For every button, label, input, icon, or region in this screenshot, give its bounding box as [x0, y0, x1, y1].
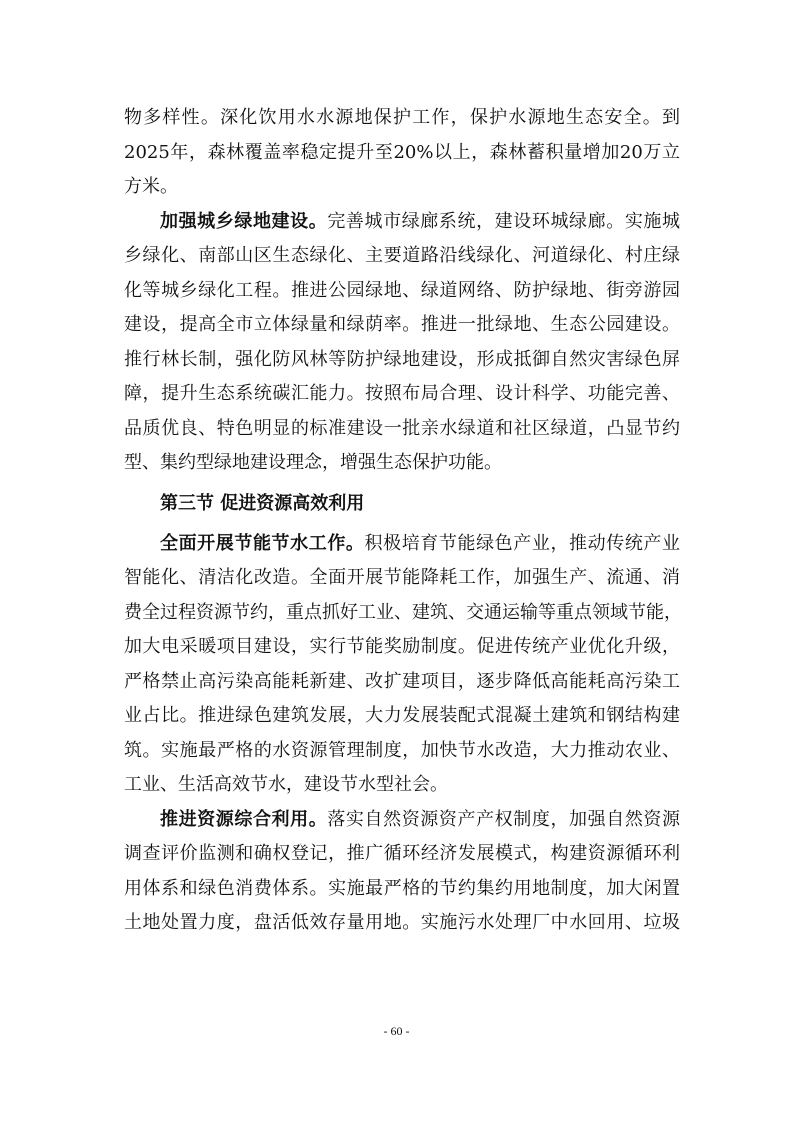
text-span: 积极培育节能绿色产业，推动传统产业 [364, 532, 681, 554]
text-line: 费全过程资源节约，重点抓好工业、建筑、交通运输等重点领域节能， [124, 601, 682, 623]
text-line: 严格禁止高污染高能耗新建、改扩建项目，逐步降低高能耗高污染工 [124, 670, 680, 692]
text-line: 业占比。推进绿色建筑发展，大力发展装配式混凝土建筑和钢结构建 [124, 705, 680, 726]
text-line [124, 205, 680, 240]
text-line: 工业、生活高效节水，建设节水型社会。 [124, 774, 448, 795]
paragraph-resource-use [124, 803, 680, 941]
text-line: 方米。 [124, 176, 178, 197]
paragraph-urban-green [124, 205, 680, 481]
text-line: 化等城乡绿化工程。推进公园绿地、绿道网络、防护绿地、街旁游园 [124, 279, 680, 301]
paragraph-energy-water [124, 527, 680, 803]
text-line: 建设，提高全市立体绿量和绿荫率。推进一批绿地、生态公园建设。 [124, 314, 680, 335]
page-number: - 60 - [383, 1024, 410, 1038]
text-line: 乡绿化、南部山区生态绿化、主要道路沿线绿化、河道绿化、村庄绿 [124, 245, 680, 266]
paragraph-lead: 全面开展节能节水工作。 [160, 532, 365, 554]
text-line: 2025年，森林覆盖率稳定提升至20%以上，森林蓄积量增加20万立 [124, 141, 680, 163]
text-line: 品质优良、特色明显的标准建设一批亲水绿道和社区绿道，凸显节约 [124, 417, 680, 439]
text-line: 用体系和绿色消费体系。实施最严格的节约集约用地制度，加大闲置 [124, 877, 680, 899]
text-line: 智能化、清洁化改造。全面开展节能降耗工作，加强生产、流通、消 [124, 567, 680, 588]
text-line: 调查评价监测和确权登记，推广循环经济发展模式，构建资源循环利 [124, 843, 680, 864]
page-content [124, 101, 680, 941]
text-line: 筑。实施最严格的水资源管理制度，加快节水改造，大力推动农业、 [124, 739, 680, 761]
paragraph-lead: 推进资源综合利用。 [160, 808, 328, 830]
text-line: 土地处置力度，盘活低效存量用地。实施污水处理厂中水回用、垃圾 [124, 912, 680, 933]
text-span: 完善城市绿廊系统，建设环城绿廊。实施城 [327, 210, 681, 232]
section-heading: 第三节 促进资源高效利用 [160, 492, 365, 514]
paragraph-lead: 加强城乡绿地建设。 [160, 210, 328, 232]
text-line: 物多样性。深化饮用水水源地保护工作，保护水源地生态安全。到 [124, 107, 680, 128]
text-line [124, 803, 680, 838]
text-line: 障，提升生态系统碳汇能力。按照布局合理、设计科学、功能完善、 [124, 383, 680, 404]
paragraph-biodiversity [124, 101, 680, 205]
text-span: 落实自然资源资产产权制度，加强自然资源 [327, 808, 681, 830]
text-line: 加大电采暖项目建设，实行节能奖励制度。促进传统产业优化升级， [124, 636, 680, 657]
text-line [124, 527, 680, 562]
text-line: 型、集约型绿地建设理念，增强生态保护功能。 [124, 452, 502, 473]
text-line: 推行林长制，强化防风林等防护绿地建设，形成抵御自然灾害绿色屏 [124, 348, 680, 370]
